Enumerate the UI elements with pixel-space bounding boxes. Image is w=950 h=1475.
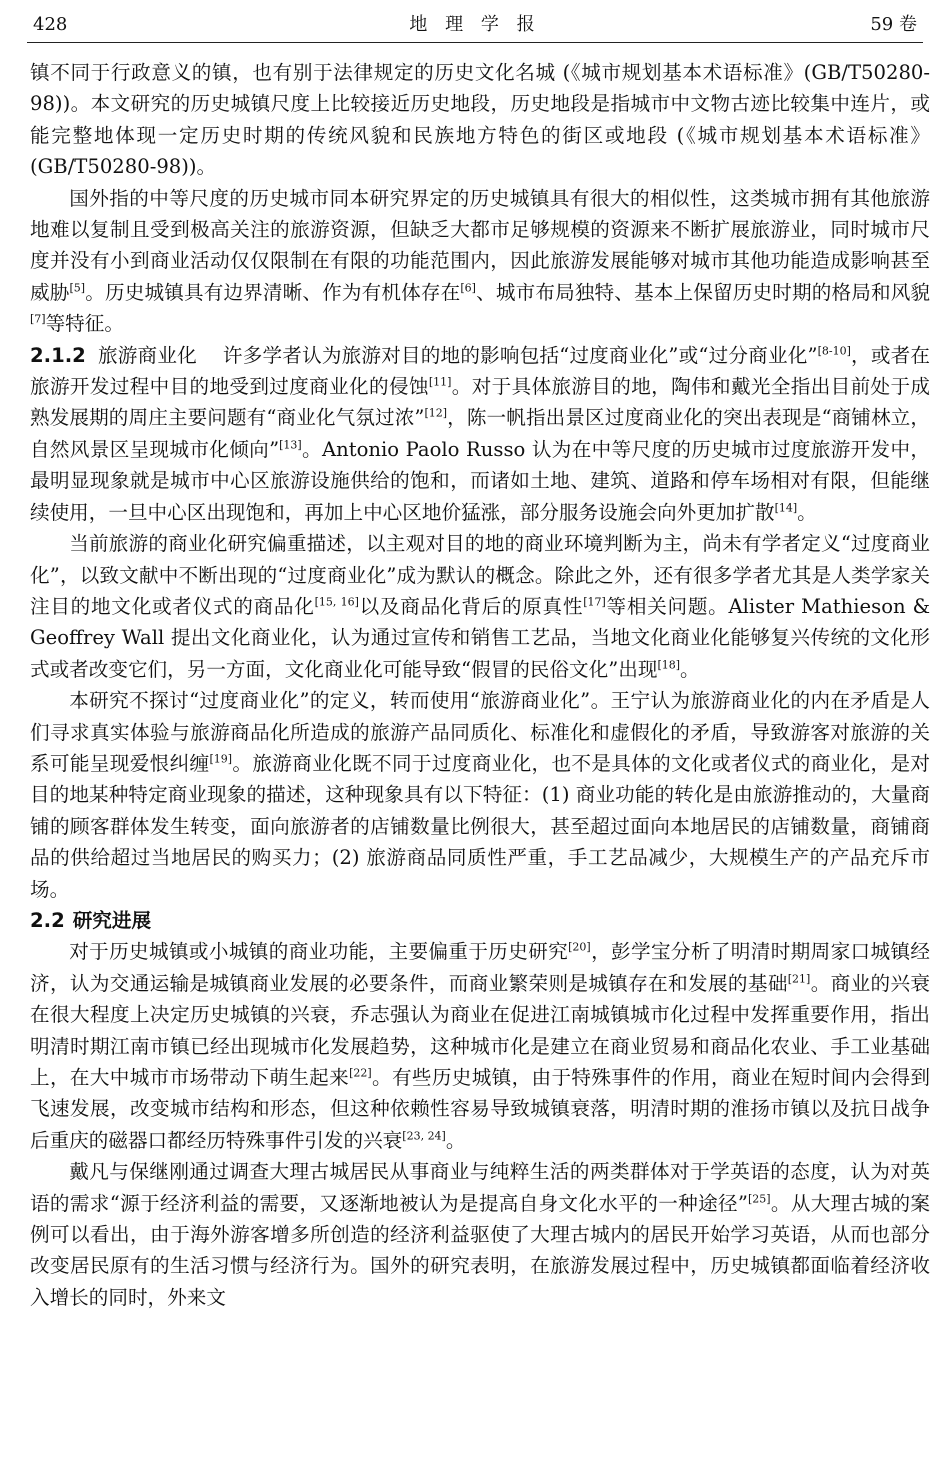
citation: [8-10]: [817, 344, 851, 358]
citation: [7]: [30, 312, 46, 326]
citation: [11]: [428, 375, 452, 389]
body-text: [30, 57, 930, 1475]
section-number: 2.1.2: [30, 343, 86, 367]
section-title: 研究进展: [72, 908, 152, 932]
section-title: 旅游商业化: [97, 343, 197, 367]
citation: [22]: [349, 1066, 372, 1080]
citation: [14]: [774, 501, 798, 515]
citation: [6]: [460, 281, 476, 295]
citation: [23, 24]: [402, 1129, 446, 1143]
citation: [21]: [787, 972, 811, 986]
paragraph: 2.1.2 旅游商业化 许多学者认为旅游对目的地的影响包括“过度商业化”或“过分商业化”[8-10]，或者在旅游开发过程中目的地受到过度商业化的侵蚀[11]。对于具体旅游目的地，陶伟和戴光全指出目前处于成熟发展期的周庄主要问题有“商业化气氛过浓”[12]，陈一帆指出景区过度商业化的突出表现是“商铺林立，自然风景区呈现城市化倾向”[13]。Antonio Paolo Russo 认为在中等尺度的历史城市过度旅游开发中，最明显现象就是城市中心区旅游设施供给的饱和，而诸如土地、建筑、道路和停车场相对有限，但能继续使用，一旦中心区出现饱和，再加上中心区地价猛涨，部分服务设施会向外更加扩散[14]。: [30, 343, 931, 524]
paragraph: 镇不同于行政意义的镇，也有别于法律规定的历史文化名城 (《城市规划基本术语标准》(GB/T50280-98))。本文研究的历史城镇尺度上比较接近历史地段，历史地段是指城市中文物古迹比较集中连片，或能完整地体现一定历史时期的传统风貌和民族地方特色的街区或地段 (《城市规划基本术语标准》 (GB/T50280-98))。: [30, 61, 930, 179]
paragraph: 国外指的中等尺度的历史城市同本研究界定的历史城镇具有很大的相似性，这类城市拥有其他旅游地难以复制且受到极高关注的旅游资源，但缺乏大都市足够规模的资源来不断扩展旅游业，同时城市尺度并没有小到商业活动仅仅限制在有限的功能范围内，因此旅游发展能够对城市其他功能造成影响甚至威胁[5]。历史城镇具有边界清晰、作为有机体存在[6]、城市布局独特、基本上保留历史时期的格局和风貌[7]等特征。: [30, 186, 931, 336]
paragraph: 对于历史城镇或小城镇的商业功能，主要偏重于历史研究[20]，彭学宝分析了明清时期周家口城镇经济，认为交通运输是城镇商业发展的必要条件，而商业繁荣则是城镇存在和发展的基础[21]。商业的兴衰在很大程度上决定历史城镇的兴衰，乔志强认为商业在促进江南城镇城市化过程中发挥重要作用，指出明清时期江南市镇已经出现城市化发展趋势，这种城市化是建立在商业贸易和商品化农业、手工业基础上，在大中城市市场带动下萌生起来[22]。有些历史城镇，由于特殊事件的作用，商业在短时间内会得到飞速发展，改变城市结构和形态，但这种依赖性容易导致城镇衰落，明清时期的淮扬市镇以及抗日战争后重庆的磁器口都经历特殊事件引发的兴衰[23, 24]。: [30, 940, 931, 1152]
journal-name: 地 理 学 报: [409, 14, 541, 35]
paragraph: 当前旅游的商业化研究偏重描述，以主观对目的地的商业环境判断为主，尚未有学者定义“过度商业化”，以致文献中不断出现的“过度商业化”成为默认的概念。除此之外，还有很多学者尤其是人类学家关注目的地文化或者仪式的商品化[15, 16]以及商品化背后的原真性[17]等相关问题。Alister Mathieson & Geoffrey Wall 提出文化商业化，认为通过宣传和销售工艺品，当地文化商业化能够复兴传统的文化形式或者改变它们，另一方面，文化商业化可能导致“假冒的民俗文化”出现[18]。: [30, 532, 931, 681]
citation: [18]: [657, 658, 681, 672]
citation: [15, 16]: [314, 595, 359, 609]
citation: [13]: [279, 438, 302, 452]
citation: [17]: [583, 595, 606, 609]
section-heading: [30, 905, 930, 936]
section-number: 2.2: [30, 908, 65, 932]
paragraph: 戴凡与保继刚通过调查大理古城居民从事商业与纯粹生活的两类群体对于学英语的态度，认为对英语的需求“源于经济利益的需要，又逐渐地被认为是提高自身文化水平的一种途径”[25]。从大理古城的案例可以看出，由于海外游客增多所创造的经济利益驱使了大理古城内的居民开始学习英语，从而也部分改变居民原有的生活习惯与经济行为。国外的研究表明，在旅游发展过程中，历史城镇都面临着经济收入增长的同时，外来文: [30, 1160, 930, 1309]
page-number: 428: [33, 14, 68, 35]
citation: [19]: [209, 752, 233, 766]
running-header: [27, 8, 923, 43]
volume-label: 59 卷: [870, 14, 917, 35]
citation: [12]: [424, 406, 448, 420]
paragraph: 本研究不探讨“过度商业化”的定义，转而使用“旅游商业化”。王宁认为旅游商业化的内在矛盾是人们寻求真实体验与旅游商品化所造成的旅游产品同质化、标准化和虚假化的矛盾，导致游客对旅游的关系可能呈现爱恨纠缠[19]。旅游商业化既不同于过度商业化，也不是具体的文化或者仪式的商业化，是对目的地某种特定商业现象的描述，这种现象具有以下特征：(1) 商业功能的转化是由旅游推动的，大量商铺的顾客群体发生转变，面向旅游者的店铺数量比例很大，甚至超过面向本地居民的店铺数量，商铺商品的供给超过当地居民的购买力；(2) 旅游商品同质性严重，手工艺品减少，大规模生产的产品充斥市场。: [30, 689, 931, 901]
citation: [5]: [69, 281, 86, 295]
citation: [20]: [568, 940, 591, 954]
citation: [25]: [747, 1192, 771, 1206]
